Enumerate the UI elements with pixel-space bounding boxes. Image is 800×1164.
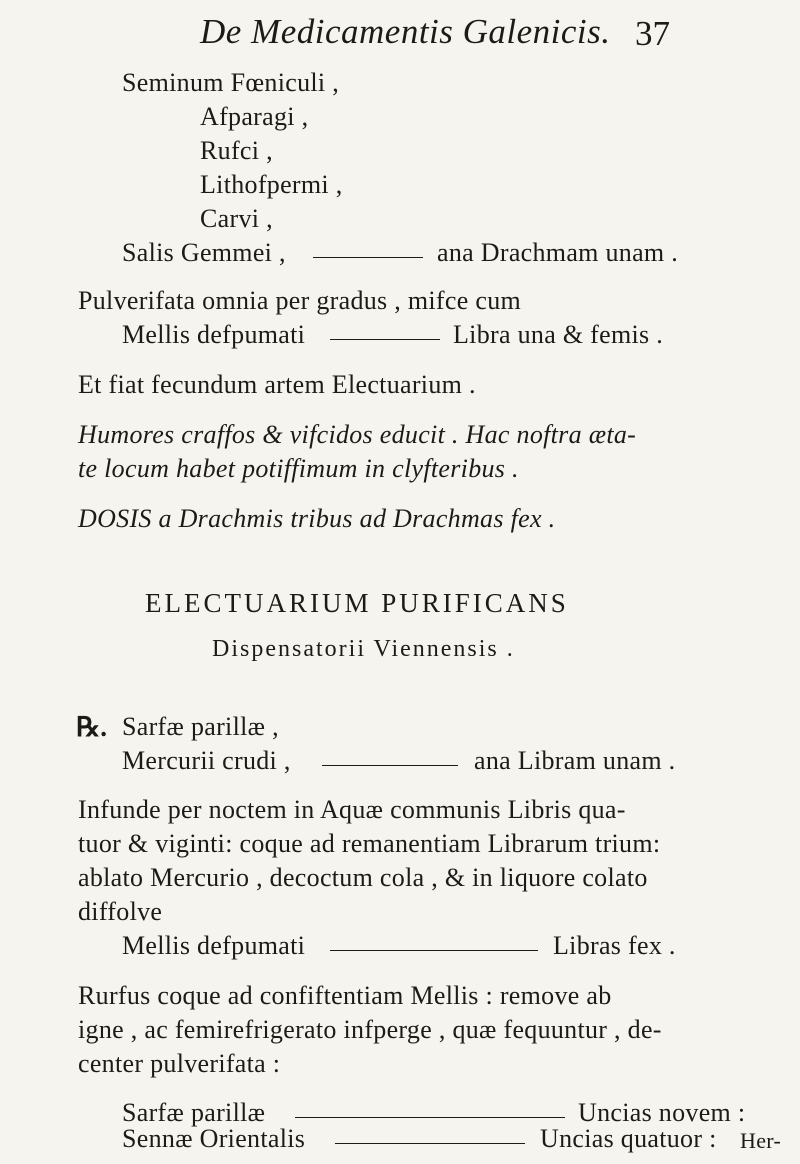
text-line: diffolve xyxy=(78,897,163,926)
salis-amount: ana Drachmam unam . xyxy=(437,238,679,267)
leader-dash xyxy=(330,950,538,951)
section-title: ELECTUARIUM PURIFICANS xyxy=(145,588,569,618)
dosis-line: DOSIS a Drachmis tribus ad Drachmas fex . xyxy=(78,504,556,533)
italic-line: Humores craffos & vifcidos educit . Hac noftra æta- xyxy=(78,420,637,449)
mellis-amount: Libras fex . xyxy=(553,931,676,960)
text-line: ablato Mercurio , decoctum cola , & in liquore colato xyxy=(78,863,648,892)
mercurii-amount: ana Libram unam . xyxy=(474,746,676,775)
recipe-symbol: ℞. xyxy=(76,712,107,742)
leader-dash xyxy=(322,765,458,766)
leader-dash xyxy=(295,1117,565,1118)
ingredient-line: Carvi , xyxy=(200,204,273,233)
text-line: Infunde per noctem in Aquæ communis Libris qua- xyxy=(78,795,626,824)
text-line: igne , ac femirefrigerato infperge , quæ fequuntur , de- xyxy=(78,1015,662,1044)
text-line: Pulverifata omnia per gradus , mifce cum xyxy=(78,286,522,315)
text-line: Et fiat fecundum artem Electuarium . xyxy=(78,370,476,399)
mellis-name: Mellis defpumati xyxy=(122,931,306,960)
ingredient-line: Seminum Fœniculi , xyxy=(122,68,340,97)
catchword: Her- xyxy=(740,1128,782,1153)
leader-dash xyxy=(335,1143,525,1144)
running-head: De Medicamentis Galenicis. xyxy=(200,12,611,51)
text-line: tuor & viginti: coque ad remanentiam Librarum trium: xyxy=(78,829,661,858)
sennae-amount: Uncias quatuor : xyxy=(540,1124,717,1153)
ingredient-line: Lithofpermi , xyxy=(200,170,343,199)
sarsae-name: Sarfæ parillæ xyxy=(122,1098,266,1127)
ingredient-line: Sarfæ parillæ , xyxy=(122,712,279,741)
mercurii-name: Mercurii crudi , xyxy=(122,746,291,775)
leader-dash xyxy=(330,339,440,340)
ingredient-line: Afparagi , xyxy=(200,102,309,131)
text-line: Rurfus coque ad confiftentiam Mellis : remove ab xyxy=(78,981,612,1010)
mellis-name: Mellis defpumati xyxy=(122,320,306,349)
ingredient-line: Rufci , xyxy=(200,136,273,165)
page-number: 37 xyxy=(635,14,670,53)
text-line: center pulverifata : xyxy=(78,1049,281,1078)
sennae-name: Sennæ Orientalis xyxy=(122,1124,306,1153)
salis-name: Salis Gemmei , xyxy=(122,238,286,267)
section-subtitle: Dispensatorii Viennensis . xyxy=(212,636,515,662)
italic-line: te locum habet potiffimum in clyfteribus . xyxy=(78,454,519,483)
leader-dash xyxy=(313,257,423,258)
mellis-amount: Libra una & femis . xyxy=(453,320,664,349)
sarsae-amount: Uncias novem : xyxy=(578,1098,746,1127)
